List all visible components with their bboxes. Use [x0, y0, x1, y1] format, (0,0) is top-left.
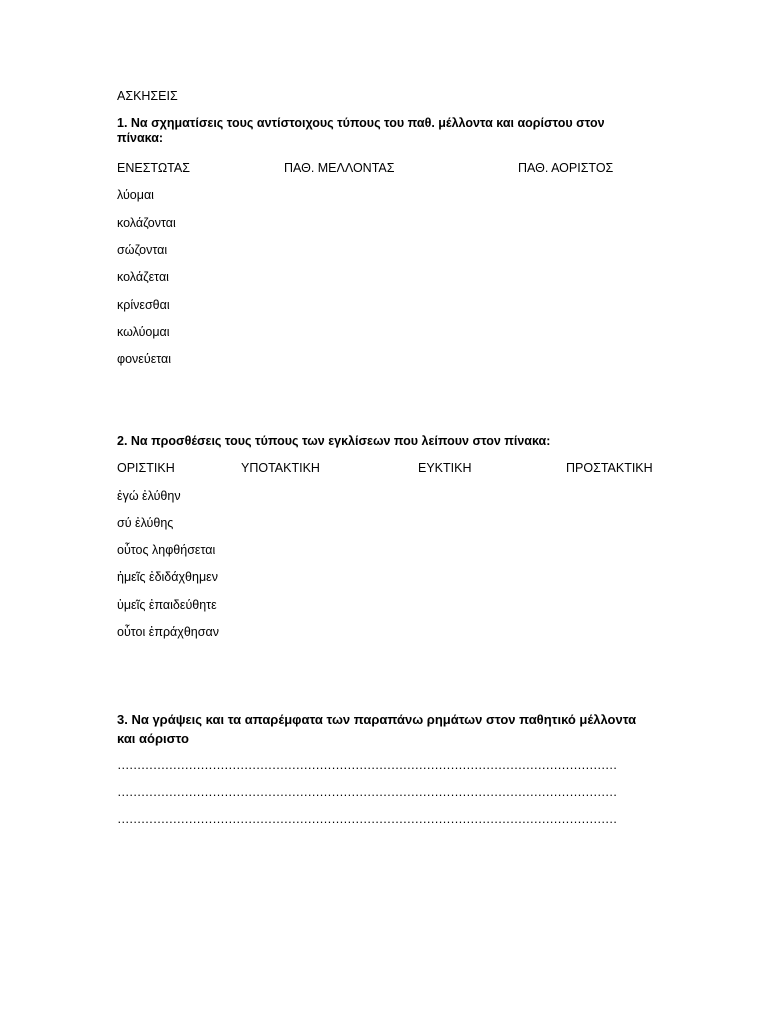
ex1-header-present: ΕΝΕΣΤΩΤΑΣ: [117, 161, 190, 175]
exercise-3-instruction: 3. Να γράψεις και τα απαρέμφατα των παραπάνω ρημάτων στον παθητικό μέλλοντα και αόριστο: [117, 712, 637, 746]
ex1-row: φονεύεται: [117, 352, 172, 366]
ex2-header-subjunctive: ΥΠΟΤΑΚΤΙΚΗ: [241, 461, 320, 475]
ex1-row: κωλύομαι: [117, 325, 170, 339]
ex2-row: ἐγώ ἐλύθην: [117, 489, 181, 503]
ex2-row: ὑμεῖς ἐπαιδεύθητε: [117, 598, 217, 612]
exercise-1-instruction: 1. Να σχηματίσεις τους αντίστοιχους τύπους του παθ. μέλλοντα και αορίστου στον πίνακα:: [117, 116, 605, 145]
ex2-row: οὗτος ληφθήσεται: [117, 543, 216, 557]
ex2-row: ἡμεῖς ἐδιδάχθημεν: [117, 570, 218, 584]
answer-line: ………………………………………………………………………………………………………………: [117, 812, 617, 826]
ex1-row: λύομαι: [117, 188, 154, 202]
exercise-2-instruction: 2. Να προσθέσεις τους τύπους των εγκλίσεων που λείπουν στον πίνακα:: [117, 434, 551, 448]
ex1-row: σώζονται: [117, 243, 168, 257]
ex1-header-aorist: ΠΑΘ. ΑΟΡΙΣΤΟΣ: [518, 161, 614, 175]
ex1-row: κρίνεσθαι: [117, 298, 170, 312]
ex1-row: κολάζεται: [117, 270, 169, 284]
page-title: ΑΣΚΗΣΕΙΣ: [117, 89, 178, 103]
ex2-header-optative: ΕΥΚΤΙΚΗ: [418, 461, 472, 475]
ex2-row: οὗτοι ἐπράχθησαν: [117, 625, 219, 639]
ex2-header-imperative: ΠΡΟΣΤΑΚΤΙΚΗ: [566, 461, 653, 475]
ex1-row: κολάζονται: [117, 216, 176, 230]
ex1-header-future: ΠΑΘ. ΜΕΛΛΟΝΤΑΣ: [284, 161, 395, 175]
answer-line: ………………………………………………………………………………………………………………: [117, 785, 617, 799]
ex2-header-indicative: ΟΡΙΣΤΙΚΗ: [117, 461, 175, 475]
ex2-row: σύ ἐλύθης: [117, 516, 174, 530]
answer-line: ………………………………………………………………………………………………………………: [117, 758, 617, 772]
